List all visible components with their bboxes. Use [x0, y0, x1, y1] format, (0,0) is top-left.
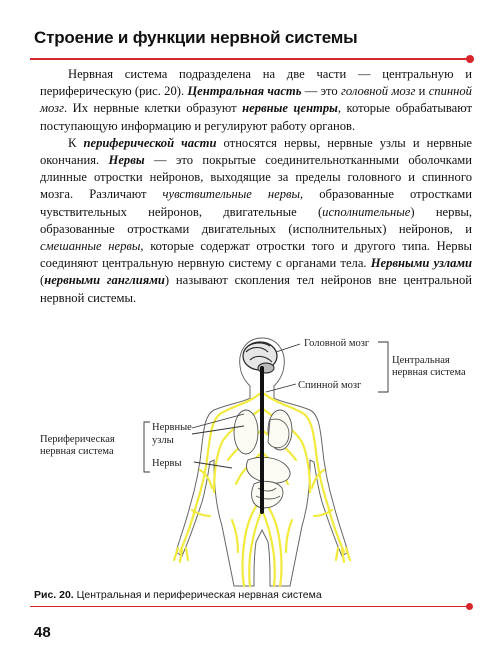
term-spinal-cord: спинной мозг — [40, 84, 472, 116]
label-ganglia-2: узлы — [152, 435, 174, 446]
term-central-part: Центральная часть — [187, 84, 302, 99]
term-ganglia: нервными ганглиями — [44, 273, 165, 288]
term-executive: исполнительные — [322, 204, 411, 219]
title-rule — [30, 58, 470, 60]
figure-caption — [34, 589, 322, 601]
text-run: — это — [301, 84, 341, 99]
label-nerves: Нервы — [152, 458, 182, 469]
text-run: — это покрытые соединительнотканными оболочками длинные отростки нейронов, выходящие за пределы головного и спинного мозга. Различают — [40, 153, 473, 202]
paragraph-1 — [40, 66, 472, 135]
text-run: относятся нервы, нервные узлы и нервные окончания. — [40, 135, 472, 168]
term-sensory-nerves: чувствительные нервы — [162, 187, 301, 202]
title-dot — [466, 55, 474, 63]
term-brain: головной мозг — [340, 84, 416, 99]
label-ganglia-1: Нервные — [152, 422, 192, 433]
text-run: ) называют скопления тел нейронов вне центральной нервной системы. — [40, 273, 472, 305]
page-number: 48 — [34, 624, 51, 641]
term-nerve-nodes: Нервными узлами — [370, 256, 472, 271]
label-spinal-cord: Спинной мозг — [298, 380, 362, 391]
caption-prefix: Рис. 20. — [34, 589, 74, 601]
label-peripheral-2: нервная система — [40, 446, 114, 457]
text-run: , которые обрабатывают поступающую информацию и регулируют работу органов. — [40, 101, 472, 133]
term-mixed-nerves: смешанные нервы — [40, 239, 141, 254]
page-title: Строение и функции нервной системы — [34, 28, 358, 47]
text-run: , образованные отростками чувствительных нейронов, двигательные ( — [40, 187, 472, 219]
text-run: ) нервы, образованные отростками двигательных (исполнительных) нейронов, и — [40, 204, 472, 236]
caption-rule — [30, 606, 468, 607]
term-peripheral-part: периферической части — [83, 135, 217, 150]
term-nerve-centers: нервные центры — [242, 101, 338, 116]
body-text — [40, 66, 472, 307]
text-run: ( — [40, 273, 45, 288]
label-brain: Головной мозг — [304, 338, 370, 349]
label-central-1: Центральная — [392, 355, 450, 366]
text-run: , которые содержат отростки того и другого типа. Нервы соединяют центральную нервную систему с органами тела. — [40, 239, 472, 271]
text-run: К — [68, 135, 84, 150]
label-peripheral-1: Периферическая — [40, 434, 115, 445]
caption-dot — [466, 603, 473, 610]
text-run: Нервная система подразделена на две части — центральную и периферическую (рис. 20). — [40, 67, 472, 99]
term-nerves: Нервы — [108, 153, 145, 168]
text-run: . Их нервные клетки образуют — [64, 101, 243, 116]
label-central-2: нервная система — [392, 367, 466, 378]
nervous-system-figure — [0, 320, 500, 590]
paragraph-2 — [40, 135, 472, 307]
text-run: и — [415, 84, 429, 99]
caption-text: Центральная и периферическая нервная система — [73, 589, 322, 601]
